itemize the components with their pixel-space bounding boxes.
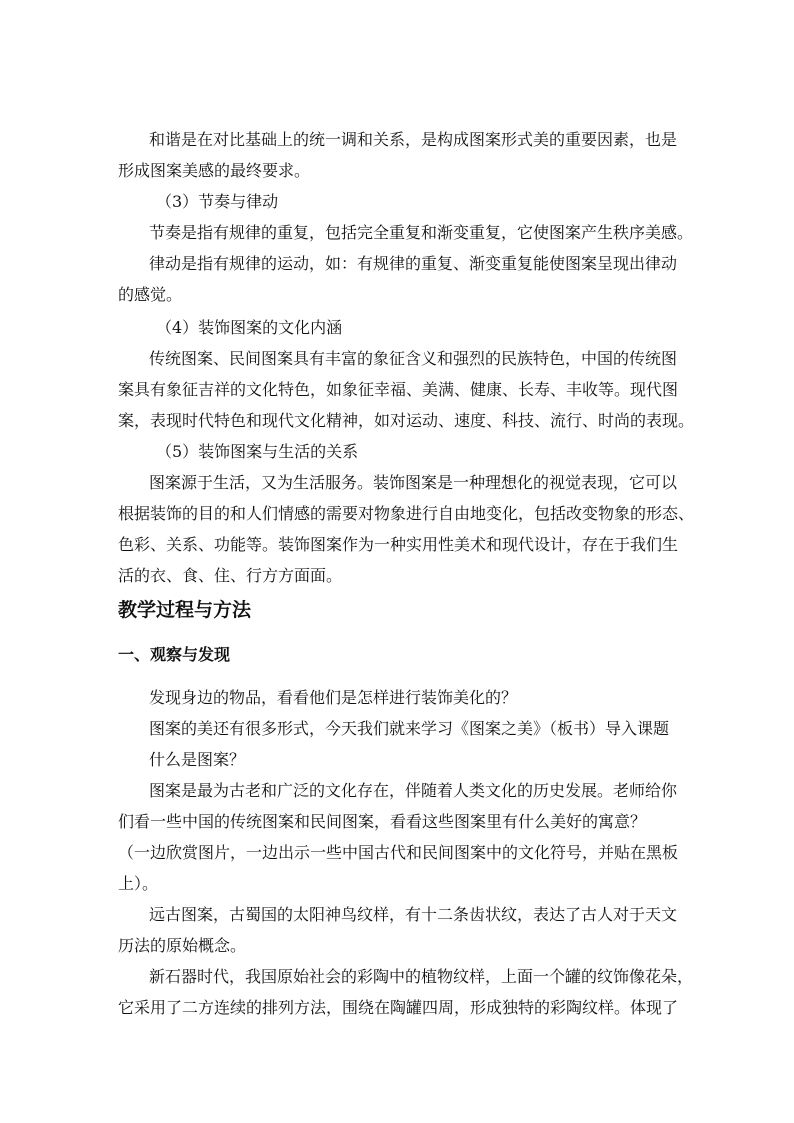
paragraph-motion-line-1: 律动是指有规律的运动，如：有规律的重复、渐变重复能使图案呈现出律动 — [149, 254, 678, 273]
section-heading-teaching-process: 教学过程与方法 — [118, 599, 252, 621]
paragraph-observe-line-2: 图案的美还有很多形式，今天我们就来学习《图案之美》（板书）导入课题 — [149, 719, 670, 738]
paragraph-life-line-1: 图案源于生活，又为生活服务。装饰图案是一种理想化的视觉表现，它可以 — [149, 473, 678, 492]
subheading-culture: （4）装饰图案的文化内涵 — [156, 318, 343, 337]
paragraph-life-line-2: 根据装饰的目的和人们情感的需要对物象进行自由地变化，包括改变物象的形态、 — [118, 504, 695, 523]
paragraph-observe-line-3: 什么是图案？ — [149, 750, 246, 769]
subheading-rhythm: （3）节奏与律动 — [156, 192, 279, 211]
paragraph-culture-line-1: 传统图案、民间图案具有丰富的象征含义和强烈的民族特色，中国的传统图 — [149, 349, 678, 368]
section-subheading-observe: 一、观察与发现 — [118, 645, 231, 664]
subheading-life: （5）装饰图案与生活的关系 — [156, 442, 359, 461]
paragraph-culture-line-2: 案具有象征吉祥的文化特色，如象征幸福、美满、健康、长寿、丰收等。现代图 — [118, 380, 679, 399]
paragraph-ancient-line-1: 远古图案，古蜀国的太阳神鸟纹样，有十二条齿状纹，表达了古人对于天文 — [149, 905, 678, 924]
paragraph-harmony-line-1: 和谐是在对比基础上的统一调和关系，是构成图案形式美的重要因素，也是 — [149, 130, 678, 149]
paragraph-pattern-line-1: 图案是最为古老和广泛的文化存在，伴随着人类文化的历史发展。老师给你 — [149, 781, 678, 800]
paragraph-ancient-line-2: 历法的原始概念。 — [118, 936, 247, 955]
paragraph-life-line-4: 活的衣、食、住、行方方面面。 — [118, 566, 343, 585]
paragraph-pattern-line-2: 们看一些中国的传统图案和民间图案，看看这些图案里有什么美好的寓意？ — [118, 812, 647, 831]
paragraph-motion-line-2: 的感觉。 — [118, 285, 183, 304]
paragraph-culture-line-3: 案，表现时代特色和现代文化精神，如对运动、速度、科技、流行、时尚的表现。 — [118, 411, 695, 430]
paragraph-pattern-line-4: 上）。 — [118, 874, 159, 893]
paragraph-neolithic-line-1: 新石器时代，我国原始社会的彩陶中的植物纹样，上面一个罐的纹饰像花朵， — [149, 967, 694, 986]
paragraph-neolithic-line-2: 它采用了二方连续的排列方法，围绕在陶罐四周，形成独特的彩陶纹样。体现了 — [118, 998, 679, 1017]
paragraph-rhythm-line-1: 节奏是指有规律的重复，包括完全重复和渐变重复，它使图案产生秩序美感。 — [149, 223, 694, 242]
paragraph-observe-line-1: 发现身边的物品，看看他们是怎样进行装饰美化的？ — [149, 688, 518, 707]
paragraph-pattern-line-3: （一边欣赏图片，一边出示一些中国古代和民间图案中的文化符号，并贴在黑板 — [118, 843, 679, 862]
paragraph-harmony-line-2: 形成图案美感的最终要求。 — [118, 161, 311, 180]
paragraph-life-line-3: 色彩、关系、功能等。装饰图案作为一种实用性美术和现代设计，存在于我们生 — [118, 535, 679, 554]
